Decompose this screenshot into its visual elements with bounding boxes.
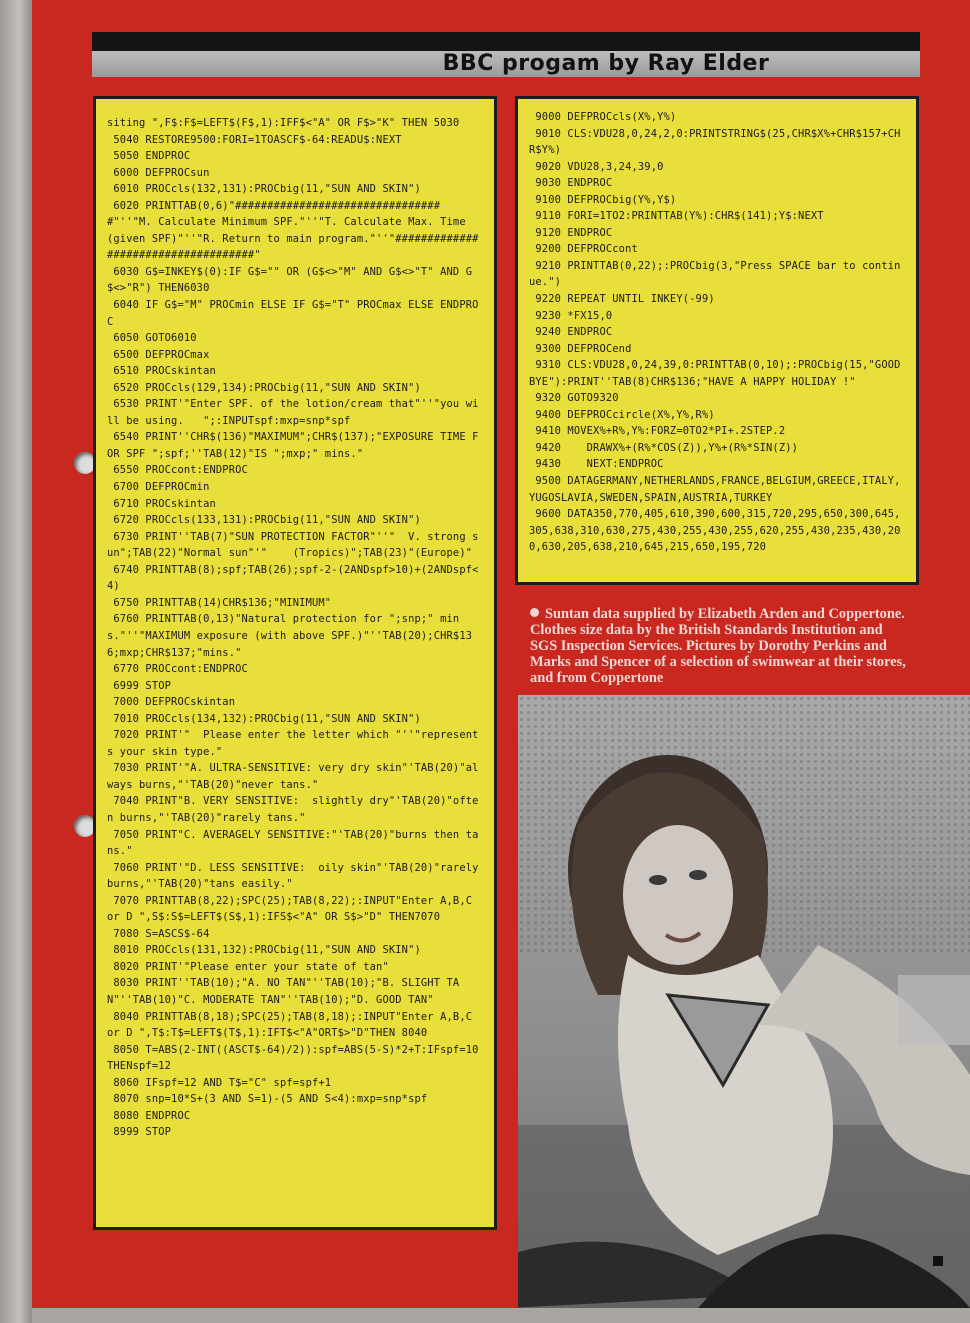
code-line: 8999 STOP <box>107 1126 172 1139</box>
code-line: 9110 FORI=1TO2:PRINTTAB(Y%):CHR$(141);Y$:NEXT <box>529 210 824 223</box>
code-line: 9320 GOTO9320 <box>529 392 619 405</box>
code-line: 6040 IF G$="M" PROCmin ELSE IF G$="T" PROCmax ELSE ENDPROC <box>107 299 479 328</box>
code-line: 8050 T=ABS(2-INT((ASCT$-64)/2)):spf=ABS(5-S)*2+T:IFspf=10 THENspf=12 <box>107 1043 485 1073</box>
code-line: 9220 REPEAT UNTIL INKEY(-99) <box>529 293 715 306</box>
code-line: 6050 GOTO6010 <box>107 332 197 345</box>
code-line: 8020 PRINT'"Please enter your state of tan" <box>107 960 389 973</box>
code-line: 6030 G$=INKEY$(0):IF G$="" OR (G$<>"M" AND G$<>"T" AND G$<>"R") THEN6030 <box>107 265 473 295</box>
code-line: 6760 PRINTTAB(0,13)"Natural protection for ";snp;" mins."''"MAXIMUM exposure (with above SPF.)"''TAB(20);CHR$136;mxp;CHR$137;"mins." <box>107 613 473 659</box>
code-line: 6700 DEFPROCmin <box>107 481 210 494</box>
code-line: 9200 DEFPROCcont <box>529 243 638 256</box>
code-line: 8060 IFspf=12 AND T$="C" spf=spf+1 <box>107 1076 332 1089</box>
code-line: 6730 PRINT''TAB(7)"SUN PROTECTION FACTOR"''" V. strong sun";TAB(22)"Normal sun"'" (Tropics)";TAB(23)"(Europe)" <box>107 530 479 560</box>
code-line: 9100 DEFPROCbig(Y%,Y$) <box>529 193 677 206</box>
code-line: 6020 PRINTTAB(0,6)"#################################"''"M. Calculate Minimum SPF."''"T. Calculate Max. Time (given SPF)"''"R. Return to main program."''"####################################" <box>107 199 479 262</box>
swimwear-photo <box>518 695 970 1308</box>
code-line: 6999 STOP <box>107 679 172 692</box>
code-line: 9230 *FX15,0 <box>529 309 613 322</box>
code-line: 6540 PRINT''CHR$(136)"MAXIMUM";CHR$(137);"EXPOSURE TIME FOR SPF ";spf;''TAB(12)"IS ";mxp;" mins." <box>107 431 479 460</box>
binder-edge <box>0 0 32 1323</box>
code-line: 8080 ENDPROC <box>107 1109 191 1122</box>
code-line: 8010 PROCcls(131,132):PROCbig(11,"SUN AND SKIN") <box>107 944 421 957</box>
code-line: 9010 CLS:VDU28,0,24,2,0:PRINTSTRING$(25,CHR$X%+CHR$157+CHR$Y%) <box>529 127 901 157</box>
code-line: 6720 PROCcls(133,131):PROCbig(11,"SUN AND SKIN") <box>107 514 421 527</box>
code-line: 6550 PROCcont:ENDPROC <box>107 464 248 477</box>
program-listing-right <box>515 96 919 585</box>
code-line: 6710 PROCskintan <box>107 497 216 510</box>
page-title: BBC progam by Ray Elder <box>442 51 770 76</box>
code-line: 9430 NEXT:ENDPROC <box>529 458 664 471</box>
end-of-article-mark <box>933 1256 943 1266</box>
code-line: 8030 PRINT''TAB(10);"A. NO TAN"''TAB(10);"B. SLIGHT TAN"''TAB(10)"C. MODERATE TAN"''TAB(10);"D. GOOD TAN" <box>107 977 460 1006</box>
code-line: 9410 MOVEX%+R%,Y%:FORZ=0TO2*PI+.2STEP.2 <box>529 425 786 438</box>
code-line: 9420 DRAWX%+(R%*COS(Z)),Y%+(R%*SIN(Z)) <box>529 441 799 454</box>
code-line: 6010 PROCcls(132,131):PROCbig(11,"SUN AND SKIN") <box>107 183 421 196</box>
caption-text: Suntan data supplied by Elizabeth Arden and Coppertone. Clothes size data by the British Standards Institution and SGS Inspection Services. Pictures by Dorothy Perkins and Marks and Spencer of a selection of swimwear at their stores, and from Coppertone <box>530 606 906 687</box>
code-line: 9000 DEFPROCcls(X%,Y%) <box>529 111 677 123</box>
header-strip <box>92 51 920 77</box>
code-line: 7030 PRINT'"A. ULTRA-SENSITIVE: very dry skin"'TAB(20)"always burns,"'TAB(20)"never tans." <box>107 762 479 791</box>
code-line: 6500 DEFPROCmax <box>107 348 210 361</box>
code-line: 6740 PRINTTAB(8);spf;TAB(26);spf-2-(2ANDspf>10)+(2ANDspf<4) <box>107 563 479 593</box>
code-line: 9600 DATA350,770,405,610,390,600,315,720,295,650,300,645,305,638,310,630,275,430,255,430,255,620,255,430,235,430,200,630,205,638,210,645,215,650,195,720 <box>529 508 901 554</box>
code-line: 7060 PRINT'"D. LESS SENSITIVE: oily skin"'TAB(20)"rarely burns,"'TAB(20)"tans easily." <box>107 861 485 891</box>
code-line: 9030 ENDPROC <box>529 177 613 190</box>
code-line: 9500 DATAGERMANY,NETHERLANDS,FRANCE,BELGIUM,GREECE,ITALY,YUGOSLAVIA,SWEDEN,SPAIN,AUSTRIA,TURKEY <box>529 475 901 504</box>
code-line: 6750 PRINTTAB(14)CHR$136;"MINIMUM" <box>107 596 332 609</box>
code-line: 8040 PRINTTAB(8,18);SPC(25);TAB(8,18);:INPUT"Enter A,B,C or D ",T$:T$=LEFT$(T$,1):IFT$<"A"ORT$>"D"THEN 8040 <box>107 1010 479 1040</box>
code-line: 7080 S=ASCS$-64 <box>107 927 210 940</box>
code-line: 8070 snp=10*S+(3 AND S=1)-(5 AND S<4):mxp=snp*spf <box>107 1093 428 1106</box>
code-line: 6530 PRINT'"Enter SPF. of the lotion/cream that"''"you will be using. ";:INPUTspf:mxp=snp*spf <box>107 398 479 427</box>
code-line: 6000 DEFPROCsun <box>107 166 210 179</box>
code-line: 7040 PRINT"B. VERY SENSITIVE: slightly dry"'TAB(20)"often burns,"'TAB(20)"rarely tans." <box>107 795 479 824</box>
photo-credits <box>530 606 910 686</box>
code-line: 9020 VDU28,3,24,39,0 <box>529 160 664 173</box>
code-line: 9400 DEFPROCcircle(X%,Y%,R%) <box>529 408 715 421</box>
code-line: 7020 PRINT'" Please enter the letter which "''"represents your skin type." <box>107 729 479 758</box>
code-line: 7050 PRINT"C. AVERAGELY SENSITIVE:"'TAB(20)"burns then tans." <box>107 828 479 858</box>
code-line: 9120 ENDPROC <box>529 226 613 239</box>
code-line: 5040 RESTORE9500:FORI=1TOASCF$-64:READU$:NEXT <box>107 133 402 146</box>
code-line: 5050 ENDPROC <box>107 150 191 163</box>
bullet-icon <box>530 608 539 617</box>
woman-in-bikini-icon <box>518 695 970 1308</box>
code-line: 9300 DEFPROCend <box>529 342 632 355</box>
code-line: 7070 PRINTTAB(8,22);SPC(25);TAB(8,22);:INPUT"Enter A,B,C or D ",S$:S$=LEFT$(S$,1):IFS$<"A" OR S$>"D" THEN7070 <box>107 894 479 924</box>
code-line: 9240 ENDPROC <box>529 326 613 339</box>
code-line: 9310 CLS:VDU28,0,24,39,0:PRINTTAB(0,10);:PROCbig(15,"GOODBYE"):PRINT''TAB(8)CHR$136;"HAVE A HAPPY HOLIDAY !" <box>529 359 901 388</box>
program-listing-left <box>93 96 497 1230</box>
code-line: 9210 PRINTTAB(0,22);:PROCbig(3,"Press SPACE bar to continue.") <box>529 259 901 289</box>
code-line: 7000 DEFPROCskintan <box>107 696 236 709</box>
code-line: 6770 PROCcont:ENDPROC <box>107 663 248 676</box>
code-line: 6510 PROCskintan <box>107 365 216 378</box>
header-bar <box>92 32 920 77</box>
code-line: 7010 PROCcls(134,132):PROCbig(11,"SUN AND SKIN") <box>107 712 421 725</box>
code-line: 6520 PROCcls(129,134):PROCbig(11,"SUN AND SKIN") <box>107 381 421 394</box>
code-line: siting ",F$:F$=LEFT$(F$,1):IFF$<"A" OR F$>"K" THEN 5030 <box>107 117 460 129</box>
header-rule <box>92 32 920 51</box>
